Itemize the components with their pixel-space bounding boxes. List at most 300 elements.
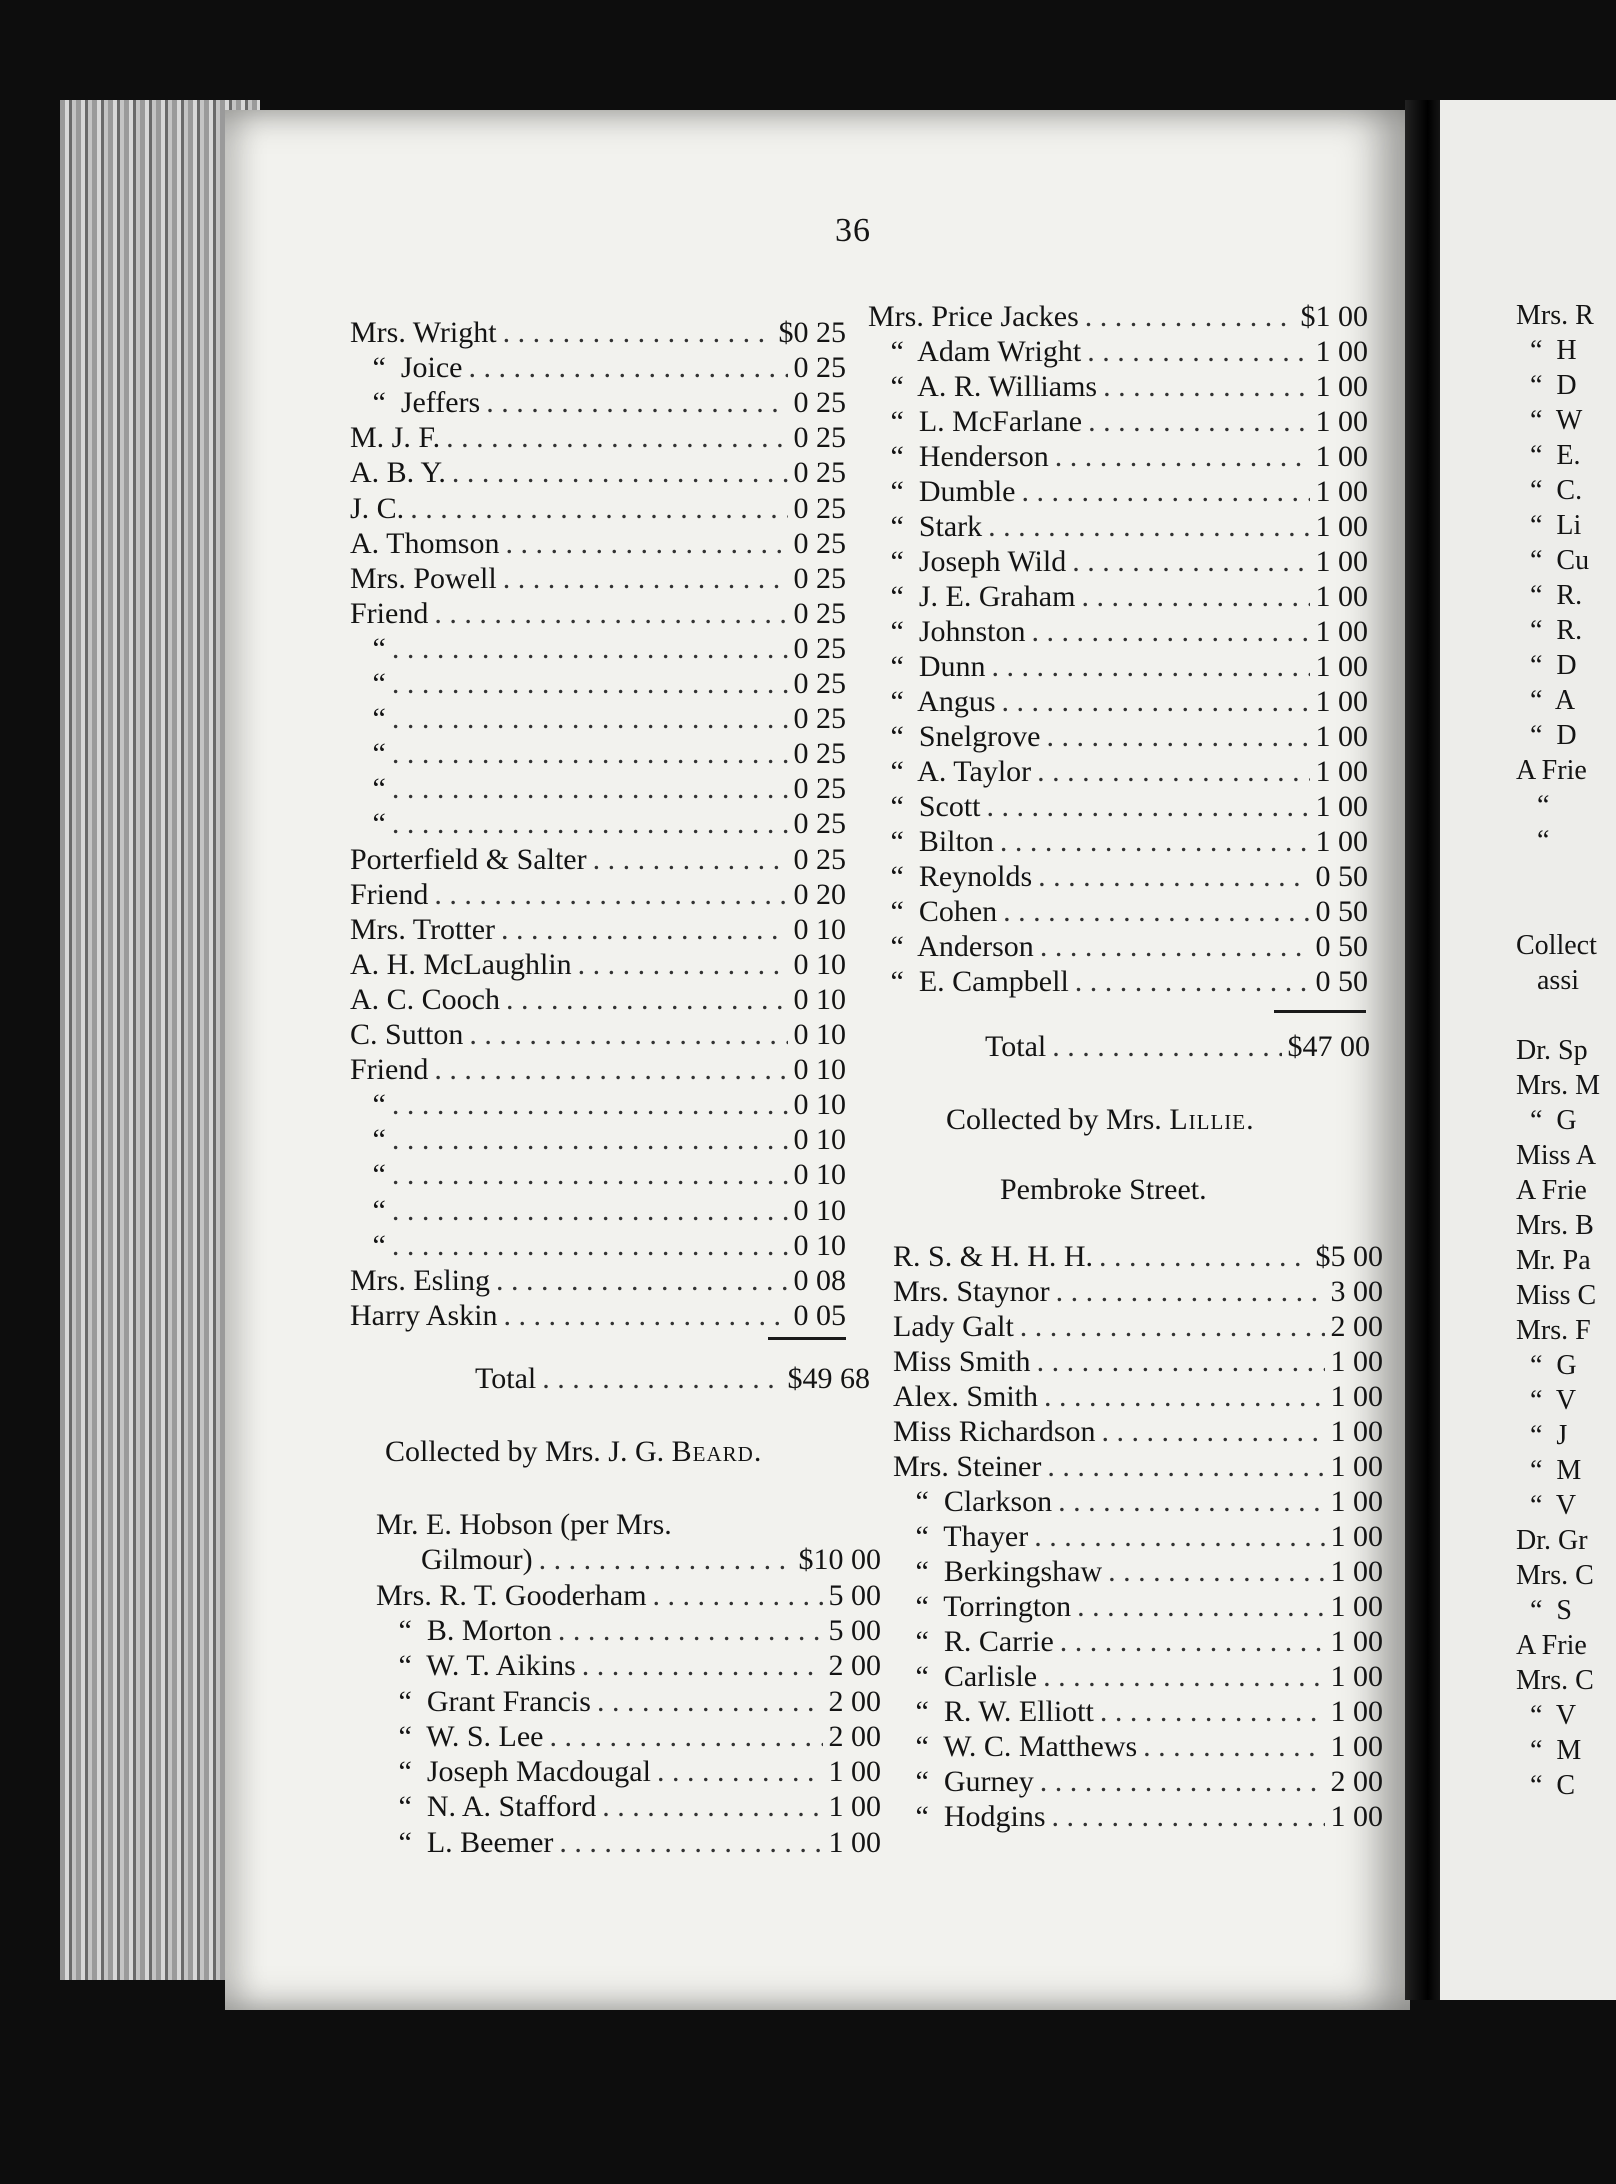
donation-entry [893, 1555, 1383, 1590]
donation-amount: 0 20 [793, 877, 846, 911]
donation-entry [893, 1240, 1383, 1275]
donor-name: “ Dumble [868, 475, 1016, 508]
donor-name: “ B. Morton [376, 1613, 552, 1647]
leader-dots [988, 510, 1309, 544]
donor-name: “ Anderson [868, 930, 1034, 963]
leader-dots [1002, 685, 1310, 719]
leader-dots [1044, 1380, 1324, 1414]
donor-name: “ A. Taylor [868, 755, 1032, 788]
donation-amount: 1 00 [1315, 615, 1368, 648]
leader-dots [1052, 1030, 1281, 1064]
donor-name: “ Thayer [893, 1520, 1029, 1553]
donor-name: “ Joice [350, 351, 463, 385]
donation-entry [350, 1264, 846, 1299]
donation-entry [350, 1158, 846, 1193]
leader-dots [1038, 860, 1309, 894]
donation-entry [893, 1415, 1383, 1450]
leader-dots [991, 650, 1309, 684]
facing-page-line: “ G [1516, 1350, 1577, 1381]
facing-page-line: “ M [1516, 1455, 1582, 1486]
facing-page-line: “ H [1516, 335, 1577, 366]
donation-amount: 0 25 [793, 807, 846, 841]
donation-entry [868, 895, 1368, 930]
leader-dots [558, 1614, 823, 1648]
leader-dots [486, 386, 787, 420]
facing-page-line: “ [1516, 825, 1550, 856]
donation-entry [350, 1053, 846, 1088]
donation-amount: $10 00 [798, 1543, 881, 1577]
leader-dots [1003, 895, 1309, 929]
facing-page-fragment [1440, 100, 1616, 2000]
facing-page-line: “ D [1516, 720, 1577, 751]
facing-page-line: “ V [1516, 1385, 1577, 1416]
facing-page-line: Mrs. B [1516, 1210, 1594, 1241]
donation-amount: 0 10 [793, 912, 846, 946]
leader-dots [1037, 1345, 1325, 1379]
donation-amount: 1 00 [828, 1790, 881, 1824]
donor-name: M. J. F. [350, 421, 441, 455]
leader-dots [505, 527, 787, 561]
leader-dots [593, 843, 788, 877]
donor-name: “ Joseph Wild [868, 545, 1067, 578]
donation-entry [350, 632, 846, 667]
donation-entry [868, 370, 1368, 405]
donor-name: Lady Galt [893, 1310, 1014, 1343]
donor-name: A. H. McLaughlin [350, 947, 572, 981]
leader-dots [1102, 1415, 1325, 1449]
leader-dots [1055, 440, 1310, 474]
lillie-collector-name: Lillie. [1169, 1103, 1255, 1136]
leader-dots [1021, 475, 1309, 509]
leader-dots [1060, 1625, 1325, 1659]
leader-dots [392, 632, 788, 666]
donation-amount: 1 00 [1330, 1345, 1383, 1378]
leader-dots [1099, 1240, 1309, 1274]
leader-dots [1100, 1695, 1325, 1729]
donation-entry [350, 772, 846, 807]
donor-name: Miss Smith [893, 1345, 1031, 1378]
leader-dots [496, 1264, 787, 1298]
facing-page-line: “ M [1516, 1735, 1582, 1766]
total-row [985, 1030, 1370, 1065]
donation-amount: 0 10 [793, 982, 846, 1016]
donation-entry [868, 580, 1368, 615]
donation-entry [893, 1485, 1383, 1520]
leader-dots [392, 1088, 788, 1122]
donation-amount: 0 25 [793, 456, 846, 490]
donation-entry [350, 527, 846, 562]
leader-dots [1058, 1485, 1324, 1519]
facing-page-line: “ A [1516, 685, 1576, 716]
donor-name: “ W. T. Aikins [376, 1649, 576, 1683]
leader-dots [468, 351, 787, 385]
donation-amount: 0 10 [793, 1228, 846, 1262]
facing-page-line: A Frie [1516, 1630, 1587, 1661]
donation-amount: 0 25 [793, 737, 846, 771]
donation-amount: 0 25 [793, 526, 846, 560]
donation-amount: 0 25 [793, 842, 846, 876]
donor-name: “ Gurney [893, 1765, 1034, 1798]
leader-dots [1000, 825, 1310, 859]
donation-amount: 1 00 [1330, 1800, 1383, 1833]
donation-entry [350, 807, 846, 842]
donation-entry [350, 597, 846, 632]
donor-name: “ Clarkson [893, 1485, 1053, 1518]
donation-amount: 1 00 [1315, 510, 1368, 543]
donor-name: “ L. McFarlane [868, 405, 1083, 438]
donor-name: Mrs. Powell [350, 561, 497, 595]
donation-entry [350, 562, 846, 597]
total-amount: $49 68 [787, 1362, 870, 1395]
donor-name: “ [350, 1088, 386, 1122]
total-label: Total [985, 1030, 1047, 1063]
donor-name: “ Bilton [868, 825, 994, 858]
donor-name: “ [350, 1158, 386, 1192]
donation-entry [893, 1345, 1383, 1380]
donor-name: “ Snelgrove [868, 720, 1041, 753]
donation-amount: 1 00 [1315, 370, 1368, 403]
facing-page-line: A Frie [1516, 1175, 1587, 1206]
donation-amount: 5 00 [828, 1613, 881, 1647]
facing-page-line: Miss C [1516, 1280, 1597, 1311]
donation-entry [350, 492, 846, 527]
donation-amount: 1 00 [1315, 755, 1368, 788]
leader-dots [1037, 755, 1309, 789]
leader-dots [1046, 720, 1309, 754]
donation-amount: 0 25 [793, 667, 846, 700]
facing-page-line: Miss A [1516, 1140, 1597, 1171]
donation-entry [893, 1800, 1383, 1835]
leader-dots [559, 1826, 822, 1860]
leader-dots [1052, 1800, 1325, 1834]
leader-dots [597, 1685, 823, 1719]
donor-name: Friend [350, 877, 429, 911]
donor-name: “ Jeffers [350, 386, 481, 420]
donation-amount: 3 00 [1330, 1275, 1383, 1308]
donation-entry [893, 1765, 1383, 1800]
donation-amount: 0 25 [793, 631, 846, 665]
donation-amount: 2 00 [1330, 1310, 1383, 1343]
leader-dots [578, 948, 788, 982]
donor-name: Mrs. Staynor [893, 1275, 1050, 1308]
donor-name: Mrs. Wright [350, 316, 497, 349]
facing-page-line: Mr. Pa [1516, 1245, 1591, 1276]
beard-heading [385, 1435, 762, 1469]
donor-name: “ [350, 772, 386, 806]
donor-name: “ W. C. Matthews [893, 1730, 1138, 1763]
donor-name: “ W. S. Lee [376, 1719, 544, 1753]
leader-dots [392, 772, 788, 806]
donation-entry [868, 755, 1368, 790]
donation-amount: 0 50 [1315, 860, 1368, 893]
donation-entry [868, 860, 1368, 895]
donation-entry [350, 456, 846, 491]
leader-dots [1072, 545, 1309, 579]
facing-page-line: “ C. [1516, 475, 1583, 506]
donation-amount: 0 50 [1315, 930, 1368, 963]
leader-dots [1032, 615, 1310, 649]
donation-amount: 0 05 [793, 1298, 846, 1332]
total-label: Total [475, 1362, 537, 1395]
facing-page-line: “ V [1516, 1490, 1577, 1521]
donation-entry [376, 1649, 881, 1684]
donor-name: Mrs. R. T. Gooderham [376, 1578, 647, 1612]
beard-collector-name: Beard. [671, 1435, 763, 1468]
donation-amount: 2 00 [828, 1719, 881, 1753]
donor-name: “ Scott [868, 790, 981, 823]
facing-page-line: “ C [1516, 1770, 1576, 1801]
leader-dots [1085, 300, 1295, 334]
donation-amount: 0 10 [793, 1123, 846, 1157]
donation-amount: 1 00 [1330, 1555, 1383, 1588]
donation-entry [376, 1508, 881, 1543]
donation-entry [893, 1450, 1383, 1485]
donor-name: Porterfield & Salter [350, 842, 587, 876]
donation-amount: 1 00 [1315, 440, 1368, 473]
donation-entry [350, 1123, 846, 1158]
donor-name: Friend [350, 1053, 429, 1087]
donation-amount: 1 00 [1315, 650, 1368, 683]
leader-dots [469, 1018, 787, 1052]
donation-amount: 1 00 [1330, 1415, 1383, 1448]
total-amount: $47 00 [1287, 1030, 1370, 1063]
donation-entry [868, 930, 1368, 965]
leader-dots [1034, 1520, 1324, 1554]
donation-amount: 0 10 [793, 1053, 846, 1087]
donation-entry [376, 1755, 881, 1790]
leader-dots [582, 1649, 823, 1683]
donation-entry [376, 1579, 881, 1614]
leader-dots [506, 983, 788, 1017]
facing-page-line: “ Li [1516, 510, 1582, 541]
donor-name: “ Dunn [868, 650, 986, 683]
street-heading: Pembroke Street. [1000, 1173, 1207, 1206]
donor-name: “ Hodgins [893, 1800, 1046, 1833]
facing-page-line: assi [1516, 965, 1579, 996]
donation-amount: 1 00 [1315, 790, 1368, 823]
leader-dots [549, 1720, 822, 1754]
leader-dots [1020, 1310, 1325, 1344]
leader-dots [392, 737, 788, 771]
facing-page-line: “ S [1516, 1595, 1572, 1626]
donor-name: A. C. Cooch [350, 982, 500, 1016]
donation-entry [376, 1720, 881, 1755]
donation-amount: 2 00 [828, 1684, 881, 1718]
leader-dots [503, 562, 788, 596]
total-row [475, 1362, 870, 1397]
donor-name: A. Thomson [350, 526, 500, 560]
donation-entry [350, 1229, 846, 1264]
donation-entry [376, 1685, 881, 1720]
leader-dots [1075, 965, 1310, 999]
facing-page-line: Mrs. F [1516, 1315, 1591, 1346]
leader-dots [410, 492, 787, 526]
facing-page-line: Mrs. M [1516, 1070, 1601, 1101]
donation-amount: 1 00 [1315, 720, 1368, 753]
donor-name: “ J. E. Graham [868, 580, 1076, 613]
donation-amount: 2 00 [828, 1649, 881, 1683]
facing-page-line: “ J [1516, 1420, 1568, 1451]
donation-amount: 1 00 [1330, 1450, 1383, 1483]
donation-amount: 1 00 [1315, 335, 1368, 368]
donor-name: Gilmour) [376, 1543, 533, 1577]
leader-dots [392, 702, 788, 736]
donation-entry [893, 1660, 1383, 1695]
leader-dots [452, 456, 788, 490]
leader-dots [1056, 1275, 1325, 1309]
donation-entry [350, 667, 846, 702]
donation-entry [350, 878, 846, 913]
donor-name: “ E. Campbell [868, 965, 1069, 998]
lillie-heading [946, 1103, 1255, 1137]
donation-entry [376, 1790, 881, 1825]
facing-page-line: Collect [1516, 930, 1597, 961]
leader-dots [1108, 1555, 1324, 1589]
facing-page-line: “ D [1516, 650, 1577, 681]
donor-name: “ R. W. Elliott [893, 1695, 1094, 1728]
donor-name: J. C. [350, 491, 405, 525]
book-gutter [1405, 100, 1443, 2000]
donor-name: “ Grant Francis [376, 1684, 591, 1718]
facing-page-line: Mrs. C [1516, 1560, 1594, 1591]
donation-amount: $1 00 [1300, 300, 1368, 333]
facing-page-line: “ Cu [1516, 545, 1590, 576]
donation-amount: 0 25 [793, 421, 846, 455]
donation-entry [350, 386, 846, 421]
donation-amount: 1 00 [1315, 405, 1368, 438]
donation-entry [868, 720, 1368, 755]
donation-amount: 1 00 [828, 1755, 881, 1789]
donor-name: “ Johnston [868, 615, 1026, 648]
donation-entry [868, 825, 1368, 860]
facing-page-line: “ G [1516, 1105, 1577, 1136]
donor-name: Mrs. Price Jackes [868, 300, 1079, 333]
donation-entry [893, 1590, 1383, 1625]
donation-entry [893, 1730, 1383, 1765]
donation-amount: 1 00 [1330, 1695, 1383, 1728]
donation-amount: 0 50 [1315, 965, 1368, 998]
donor-name: Mrs. Esling [350, 1263, 491, 1297]
donor-name: Mr. E. Hobson (per Mrs. [376, 1508, 672, 1541]
leader-dots [434, 1053, 787, 1087]
donation-amount: 1 00 [1315, 545, 1368, 578]
facing-page-line: “ E. [1516, 440, 1581, 471]
facing-page-line: A Frie [1516, 755, 1587, 786]
facing-page-line: Mrs. R [1516, 300, 1594, 331]
donation-amount: 0 10 [793, 1018, 846, 1051]
donor-name: Miss Richardson [893, 1415, 1096, 1448]
donor-name: “ Berkingshaw [893, 1555, 1103, 1588]
donation-amount: 0 25 [793, 702, 846, 736]
donor-name: “ Henderson [868, 440, 1049, 473]
donation-entry [350, 737, 846, 772]
donation-amount: 0 25 [793, 491, 846, 525]
leader-dots [392, 1158, 788, 1192]
leader-dots [1103, 370, 1309, 404]
leader-dots [434, 597, 787, 631]
leader-dots [392, 1229, 788, 1263]
leader-dots [1077, 1590, 1324, 1624]
donation-entry [350, 1299, 846, 1334]
facing-page-line: “ W [1516, 405, 1583, 436]
leader-dots [1143, 1730, 1324, 1764]
donation-amount: 0 08 [793, 1263, 846, 1297]
donor-name: “ R. Carrie [893, 1625, 1054, 1658]
facing-page-line: “ [1516, 790, 1550, 821]
donation-amount: 0 25 [793, 351, 846, 385]
donor-name: “ Cohen [868, 895, 998, 928]
donation-entry [893, 1310, 1383, 1345]
donor-name: “ [350, 667, 386, 700]
donation-amount: 1 00 [1315, 580, 1368, 613]
donation-amount: 0 25 [793, 772, 846, 806]
donor-name: “ Adam Wright [868, 335, 1082, 368]
donor-name: “ Carlisle [893, 1660, 1038, 1693]
donation-amount: 1 00 [1330, 1660, 1383, 1693]
leader-dots [392, 667, 788, 701]
leader-dots [501, 913, 787, 947]
donation-amount: 1 00 [1315, 475, 1368, 508]
donation-entry [376, 1543, 881, 1578]
donation-entry [350, 983, 846, 1018]
leader-dots [1040, 1765, 1325, 1799]
donation-entry [868, 685, 1368, 720]
donor-name: “ L. Beemer [376, 1825, 554, 1859]
donation-entry [868, 510, 1368, 545]
donor-name: “ Reynolds [868, 860, 1033, 893]
donor-name: “ Stark [868, 510, 983, 543]
donation-amount: 0 25 [793, 596, 846, 630]
donation-entry [350, 948, 846, 983]
donation-amount: 0 25 [793, 386, 846, 420]
donation-amount: 0 10 [793, 1088, 846, 1122]
leader-dots [392, 807, 788, 841]
donation-amount: 1 00 [1330, 1380, 1383, 1413]
donor-name: Harry Askin [350, 1298, 498, 1332]
donation-entry [868, 475, 1368, 510]
donation-entry [893, 1520, 1383, 1555]
donation-entry [350, 421, 846, 456]
donation-entry [350, 702, 846, 737]
facing-page-line: “ R. [1516, 615, 1583, 646]
donor-name: “ Angus [868, 685, 996, 718]
leader-dots [446, 421, 787, 455]
donation-amount: 1 00 [1315, 685, 1368, 718]
donation-amount: 1 00 [1330, 1730, 1383, 1763]
donation-amount: 1 00 [1330, 1625, 1383, 1658]
donor-name: “ Torrington [893, 1590, 1072, 1623]
donor-name: R. S. & H. H. H. [893, 1240, 1094, 1273]
leader-dots [602, 1790, 822, 1824]
donation-amount: $5 00 [1315, 1240, 1383, 1273]
donation-amount: $0 25 [778, 316, 846, 349]
donor-name: A. B. Y. [350, 456, 446, 490]
facing-page-line: Dr. Sp [1516, 1035, 1588, 1066]
total-rule [768, 1337, 846, 1340]
leader-dots [392, 1194, 788, 1228]
donation-amount: 0 10 [793, 1193, 846, 1227]
leader-dots [653, 1579, 823, 1613]
donation-entry [350, 913, 846, 948]
donor-name: “ [350, 807, 386, 841]
donation-entry [350, 1018, 846, 1053]
leader-dots [434, 878, 787, 912]
donation-entry [893, 1380, 1383, 1415]
leader-dots [503, 316, 773, 350]
facing-page-line: Mrs. C [1516, 1665, 1594, 1696]
donation-entry [868, 405, 1368, 440]
donation-entry [868, 440, 1368, 475]
